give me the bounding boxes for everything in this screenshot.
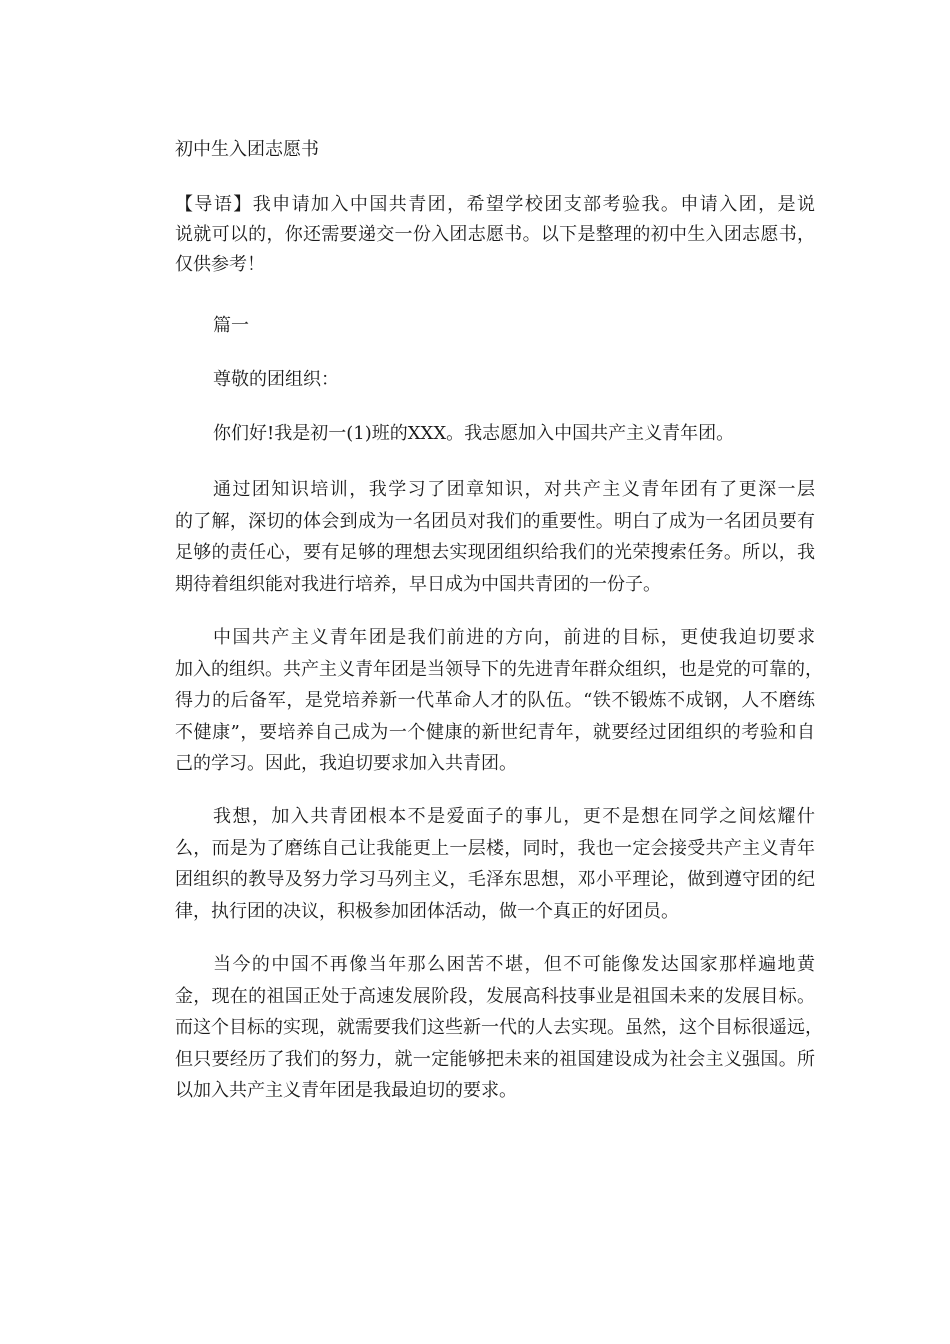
paragraph-line: 以加入共产主义青年团是我最迫切的要求。 (175, 1080, 517, 1101)
paragraph-line: 么，而是为了磨练自己让我能更上一层楼，同时，我也一定会接受共产主义青年 (175, 837, 815, 859)
paragraph-line: 当今的中国不再像当年那么困苦不堪，但不可能像发达国家那样遍地黄 (213, 954, 815, 975)
intro-line: 仅供参考！ (175, 254, 265, 275)
intro-line: 【导语】我申请加入中国共青团，希望学校团支部考验我。申请入团，是说 (175, 194, 815, 215)
paragraph-2 (175, 622, 823, 780)
paragraph-3 (175, 801, 815, 927)
paragraph-1 (175, 474, 815, 600)
paragraph-line: 而这个目标的实现，就需要我们这些新一代的人去实现。虽然，这个目标很遥远， (175, 1017, 823, 1038)
intro-line: 说就可以的，你还需要递交一份入团志愿书。以下是整理的初中生入团志愿书， (175, 224, 815, 245)
section-heading: 篇一 (213, 315, 249, 336)
document-title: 初中生入团志愿书 (175, 139, 319, 160)
paragraph-line: 中国共产主义青年团是我们前进的方向，前进的目标，更使我迫切要求 (213, 627, 815, 648)
paragraph-line: 足够的责任心，要有足够的理想去实现团组织给我们的光荣搜索任务。所以，我 (175, 542, 815, 563)
intro-paragraph (175, 190, 815, 280)
paragraph-line: 团组织的教导及努力学习马列主义，毛泽东思想，邓小平理论，做到遵守团的纪 (175, 869, 815, 890)
salutation: 尊敬的团组织： (213, 369, 339, 390)
paragraph-line: 我想，加入共青团根本不是爱面子的事儿，更不是想在同学之间炫耀什 (213, 806, 815, 827)
paragraph-line: 但只要经历了我们的努力，就一定能够把未来的祖国建设成为社会主义强国。所 (175, 1048, 815, 1070)
paragraph-4 (175, 949, 823, 1107)
paragraph-line: 己的学习。因此，我迫切要求加入共青团。 (175, 753, 517, 774)
paragraph-line: 加入的组织。共产主义青年团是当领导下的先进青年群众组织，也是党的可靠的， (175, 658, 823, 680)
paragraph-line: 得力的后备军，是党培养新一代革命人才的队伍。“铁不锻炼不成钢，人不磨练 (175, 690, 815, 711)
paragraph-line: 不健康”，要培养自己成为一个健康的新世纪青年，就要经过团组织的考验和自 (175, 721, 815, 743)
paragraph-line: 律，执行团的决议，积极参加团体活动，做一个真正的好团员。 (175, 900, 679, 922)
paragraph-line: 通过团知识培训，我学习了团章知识，对共产主义青年团有了更深一层 (213, 479, 815, 500)
paragraph-line: 期待着组织能对我进行培养，早日成为中国共青团的一份子。 (175, 573, 661, 595)
paragraph-line: 金，现在的祖国正处于高速发展阶段，发展高科技事业是祖国未来的发展目标。 (175, 985, 815, 1007)
greeting: 你们好!我是初一(1)班的XXX。我志愿加入中国共产主义青年团。 (213, 423, 735, 444)
paragraph-line: 的了解，深切的体会到成为一名团员对我们的重要性。明白了成为一名团员要有 (175, 510, 815, 532)
